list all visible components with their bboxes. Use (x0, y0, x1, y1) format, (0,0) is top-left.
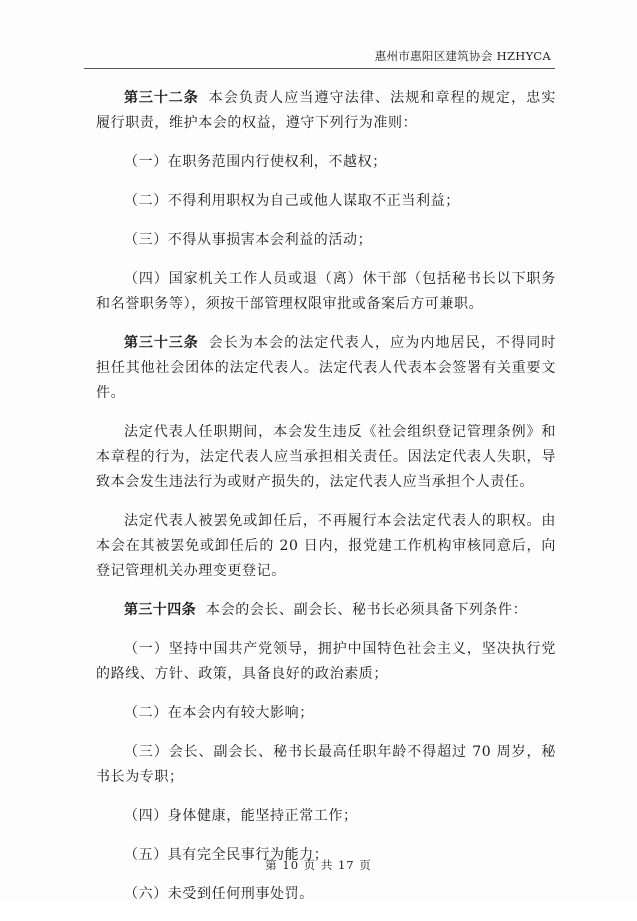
article-34-item-4: （四）身体健康，能坚持正常工作； (124, 808, 358, 824)
article-34-item-3: （三）会长、副会长、秘书长最高任职年龄不得超过 70 周岁，秘书长为专职； (96, 744, 556, 785)
article-33-para-1: 法定代表人任职期间，本会发生违反《社会组织登记管理条例》和本章程的行为，法定代表人应当承担相关责任。因法定代表人失职，导致本会发生违法行为或财产损失的，法定代表人应当承担个人责任。 (96, 424, 556, 490)
article-34-item-2: （二）在本会内有较大影响； (124, 705, 314, 721)
article-34-item-1: （一）坚持中国共产党领导，拥护中国特色社会主义，坚决执行党的路线、方针、政策，具备良好的政治素质； (96, 641, 556, 682)
article-33-intro (96, 331, 556, 406)
article-33-intro-text: 会长为本会的法定代表人，应为内地居民，不得同时担任其他社会团体的法定代表人。法定代表人代表本会签署有关重要文件。 (96, 335, 556, 401)
article-32-item-4: （四）国家机关工作人员或退（离）休干部（包括秘书长以下职务和名誉职务等），须按干部管理权限审批或备案后方可兼职。 (96, 271, 556, 312)
article-32-item-2: （二）不得利用职权为自己或他人谋取不正当利益； (124, 193, 460, 209)
header-divider (84, 68, 555, 69)
page-header: 惠州市惠阳区建筑协会 HZHYCA (374, 49, 551, 63)
article-34-item-6: （六）未受到任何刑事处罚。 (124, 886, 314, 902)
article-32-title: 第三十二条 (124, 90, 199, 106)
article-34-item-5: （五）具有完全民事行为能力； (124, 847, 329, 863)
article-32-item-1: （一）在职务范围内行使权利，不越权； (124, 154, 387, 170)
article-33-para-2: 法定代表人被罢免或卸任后，不再履行本会法定代表人的职权。由本会在其被罢免或卸任后的 20 日内，报党建工作机构审核同意后，向登记管理机关办理变更登记。 (96, 513, 556, 579)
article-32-item-3: （三）不得从事损害本会利益的活动； (124, 232, 373, 248)
page-number-footer: 第 10 页 共 17 页 (265, 858, 372, 872)
article-32-intro-text: 本会负责人应当遵守法律、法规和章程的规定，忠实履行职责，维护本会的权益，遵守下列行为准则： (96, 90, 556, 131)
article-33-title: 第三十三条 (124, 335, 199, 351)
document-body (96, 86, 556, 921)
article-34-intro (96, 598, 556, 623)
article-34-intro-text: 本会的会长、副会长、秘书长必须具备下列条件： (206, 602, 528, 618)
article-34-title: 第三十四条 (124, 602, 196, 618)
article-32-intro (96, 86, 556, 136)
